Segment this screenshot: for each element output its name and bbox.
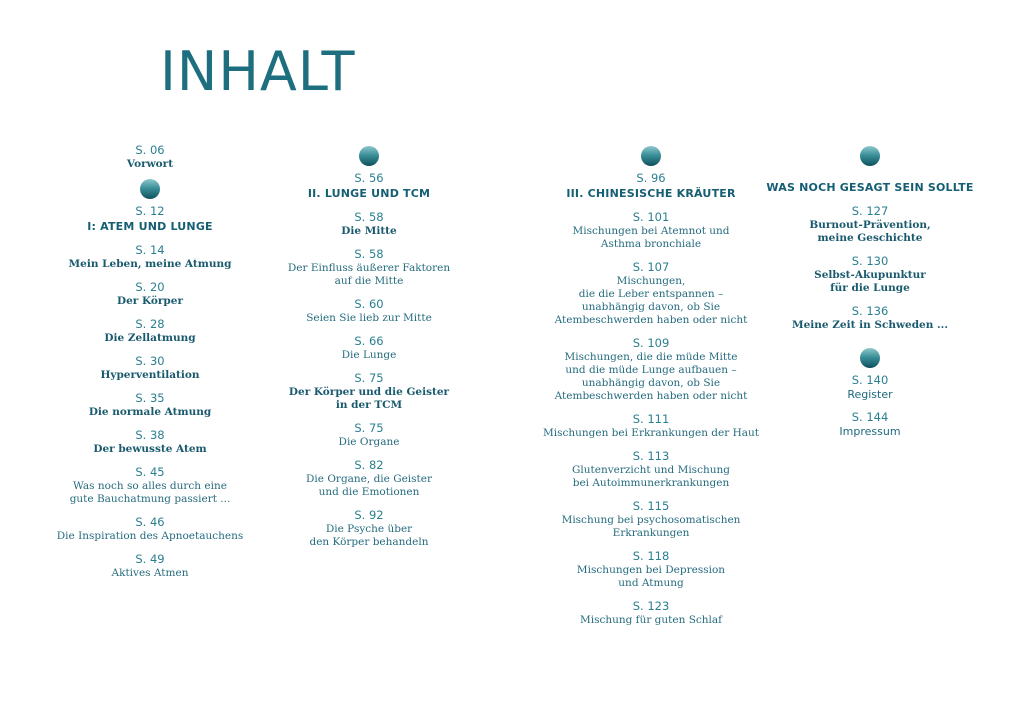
toc-page-number: S. 58 <box>354 247 384 261</box>
toc-page-number: S. 130 <box>851 254 889 268</box>
toc-page-number: S. 56 <box>354 171 384 185</box>
toc-entry-line: Mischungen, die die müde Mitte <box>564 351 738 363</box>
section-dot-icon <box>860 146 880 166</box>
toc-entry-line: Der Körper und die Geister <box>288 386 450 398</box>
toc-page-number: S. 92 <box>354 508 384 522</box>
toc-entry[interactable] <box>531 275 771 327</box>
toc-entry[interactable] <box>531 564 771 590</box>
toc-entry[interactable]: Aktives Atmen <box>111 567 189 579</box>
toc-entry[interactable] <box>249 386 489 412</box>
toc-entry-line: Atembeschwerden haben oder nicht <box>554 390 748 402</box>
toc-entry-line: Mischungen bei Depression <box>576 564 726 576</box>
toc-page-number: S. 115 <box>632 499 670 513</box>
toc-page-number: S. 109 <box>632 336 670 350</box>
toc-entry-line: gute Bauchatmung passiert ... <box>69 493 231 505</box>
toc-entry[interactable]: Mischung für guten Schlaf <box>579 614 723 626</box>
toc-page-number: S. 111 <box>632 412 670 426</box>
toc-page-number: S. 113 <box>632 449 670 463</box>
toc-entry-line: Was noch so alles durch eine <box>73 480 227 492</box>
toc-page-number: S. 46 <box>135 515 165 529</box>
toc-entry[interactable]: Die Lunge <box>341 349 397 361</box>
toc-entry-line: die die Leber entspannen – <box>578 288 724 300</box>
toc-section-title-1[interactable]: I: ATEM UND LUNGE <box>87 220 213 233</box>
toc-page-number: S. 118 <box>632 549 670 563</box>
page-title: INHALT <box>160 40 356 103</box>
toc-entry-vorwort[interactable]: Vorwort <box>126 158 174 170</box>
toc-page-number: S. 75 <box>354 371 384 385</box>
toc-page-number: S. 06 <box>135 143 165 157</box>
toc-page-number: S. 96 <box>636 171 666 185</box>
toc-page-number: S. 28 <box>135 317 165 331</box>
toc-page-number: S. 107 <box>632 260 670 274</box>
toc-entry[interactable]: Die Zellatmung <box>104 332 196 344</box>
toc-page-number: S. 35 <box>135 391 165 405</box>
toc-entry[interactable] <box>531 514 771 540</box>
toc-entry[interactable]: Die normale Atmung <box>88 406 212 418</box>
toc-column-1 <box>30 143 270 580</box>
toc-entry[interactable]: Der bewusste Atem <box>93 443 207 455</box>
toc-entry-line: auf die Mitte <box>334 275 404 287</box>
toc-entry-line: Burnout-Prävention, <box>809 219 931 231</box>
toc-entry-line: Selbst-Akupunktur <box>814 269 926 281</box>
toc-entry-line: unabhängig davon, ob Sie <box>581 301 721 313</box>
toc-entry-line: unabhängig davon, ob Sie <box>581 377 721 389</box>
toc-page-number: S. 38 <box>135 428 165 442</box>
section-dot-icon <box>641 146 661 166</box>
section-dot-icon <box>359 146 379 166</box>
toc-column-2 <box>249 146 489 549</box>
toc-entry[interactable]: Hyperventilation <box>100 369 200 381</box>
toc-entry-line: Atembeschwerden haben oder nicht <box>554 314 748 326</box>
toc-page-number: S. 66 <box>354 334 384 348</box>
toc-section-title-4[interactable]: WAS NOCH GESAGT SEIN SOLLTE <box>766 181 974 194</box>
toc-page-number: S. 14 <box>135 243 165 257</box>
toc-entry[interactable]: Der Körper <box>117 295 183 307</box>
toc-entry-line: und die Emotionen <box>318 486 420 498</box>
toc-page-number: S. 58 <box>354 210 384 224</box>
section-dot-icon <box>860 348 880 368</box>
toc-entry-line: in der TCM <box>335 399 403 411</box>
toc-entry[interactable]: Die Inspiration des Apnoetauchens <box>56 530 244 542</box>
toc-entry-line: Der Einfluss äußerer Faktoren <box>287 262 451 274</box>
toc-section-title-3[interactable]: III. CHINESISCHE KRÄUTER <box>566 187 736 200</box>
toc-entry[interactable] <box>531 351 771 403</box>
toc-entry-line: meine Geschichte <box>817 232 923 244</box>
toc-entry-line: Erkrankungen <box>612 527 690 539</box>
toc-entry[interactable] <box>750 219 990 245</box>
toc-column-4 <box>750 146 990 438</box>
toc-entry[interactable]: Mischungen bei Erkrankungen der Haut <box>542 427 760 439</box>
toc-entry[interactable]: Die Mitte <box>341 225 397 237</box>
toc-entry[interactable]: Seien Sie lieb zur Mitte <box>306 312 432 324</box>
toc-entry[interactable] <box>30 480 270 506</box>
toc-entry-line: Asthma bronchiale <box>600 238 702 250</box>
toc-entry[interactable] <box>531 225 771 251</box>
toc-page-number: S. 60 <box>354 297 384 311</box>
toc-page-number: S. 75 <box>354 421 384 435</box>
toc-page-number: S. 144 <box>851 410 889 424</box>
toc-entry[interactable]: Meine Zeit in Schweden ... <box>792 319 948 331</box>
toc-entry[interactable]: Die Organe <box>338 436 400 448</box>
toc-entry-line: Mischung bei psychosomatischen <box>561 514 741 526</box>
toc-entry[interactable] <box>249 523 489 549</box>
toc-page-number: S. 30 <box>135 354 165 368</box>
toc-entry-line: Die Psyche über <box>325 523 413 535</box>
toc-entry[interactable]: Mein Leben, meine Atmung <box>68 258 232 270</box>
toc-page-number: S. 123 <box>632 599 670 613</box>
toc-column-3 <box>531 146 771 627</box>
toc-entry-line: Glutenverzicht und Mischung <box>572 464 730 476</box>
section-dot-icon <box>140 179 160 199</box>
toc-page-number: S. 127 <box>851 204 889 218</box>
toc-entry[interactable] <box>249 473 489 499</box>
toc-page-number: S. 45 <box>135 465 165 479</box>
toc-entry[interactable] <box>249 262 489 288</box>
toc-page-number: S. 49 <box>135 552 165 566</box>
toc-page-number: S. 140 <box>851 373 889 387</box>
toc-entry-line: den Körper behandeln <box>309 536 429 548</box>
toc-page-number: S. 12 <box>135 204 165 218</box>
toc-page-number: S. 82 <box>354 458 384 472</box>
toc-entry-line: Mischungen bei Atemnot und <box>572 225 730 237</box>
toc-page-number: S. 101 <box>632 210 670 224</box>
toc-entry-line: Die Organe, die Geister <box>305 473 433 485</box>
toc-entry-register[interactable]: Register <box>847 388 893 401</box>
toc-entry-impressum[interactable]: Impressum <box>839 425 901 438</box>
toc-entry-line: und die müde Lunge aufbauen – <box>565 364 737 376</box>
toc-entry-line: Mischungen, <box>616 275 686 287</box>
toc-section-title-2[interactable]: II. LUNGE UND TCM <box>307 187 431 200</box>
toc-entry[interactable] <box>750 269 990 295</box>
toc-page-number: S. 136 <box>851 304 889 318</box>
toc-entry-line: und Atmung <box>618 577 684 589</box>
toc-page-number: S. 20 <box>135 280 165 294</box>
toc-entry[interactable] <box>531 464 771 490</box>
toc-entry-line: für die Lunge <box>830 282 910 294</box>
toc-entry-line: bei Autoimmunerkrankungen <box>572 477 730 489</box>
